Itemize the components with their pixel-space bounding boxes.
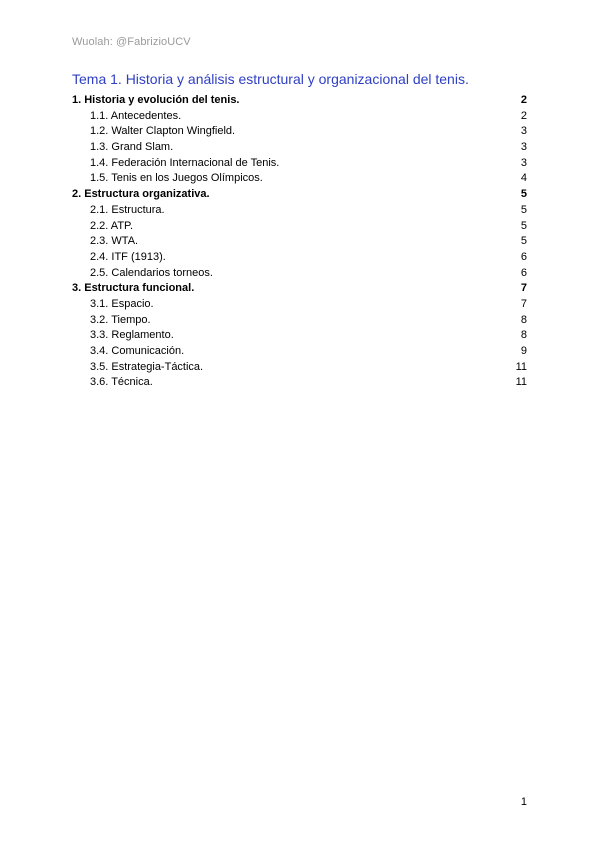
- toc-subsection-entry[interactable]: [72, 156, 527, 172]
- toc-entry-label: 2.2. ATP.: [90, 219, 134, 232]
- toc-subsection-entry[interactable]: [72, 297, 527, 313]
- toc-entry-page: 5: [520, 219, 527, 232]
- toc-entry-label: 3.1. Espacio.: [90, 297, 154, 310]
- toc-subsection-entry[interactable]: [72, 344, 527, 360]
- table-of-contents: [72, 93, 527, 391]
- toc-entry-page: 5: [520, 203, 527, 216]
- toc-entry-label: 3.2. Tiempo.: [90, 313, 151, 326]
- toc-entry-page: 3: [520, 125, 527, 138]
- toc-entry-label: 3.5. Estrategia-Táctica.: [90, 360, 204, 373]
- toc-entry-page: 7: [520, 282, 527, 295]
- toc-entry-label: 1.3. Grand Slam.: [90, 141, 174, 154]
- toc-entry-label: 3.4. Comunicación.: [90, 345, 185, 357]
- toc-entry-page: 2: [520, 109, 527, 122]
- toc-section-entry[interactable]: [72, 281, 527, 297]
- toc-subsection-entry[interactable]: [72, 203, 527, 219]
- toc-entry-label: 2.3. WTA.: [90, 235, 139, 248]
- toc-entry-page: 9: [520, 345, 527, 357]
- toc-entry-page: 8: [520, 313, 527, 326]
- toc-entry-label: 3. Estructura funcional.: [72, 282, 195, 295]
- toc-entry-page: 5: [520, 188, 527, 201]
- toc-entry-label: 1.2. Walter Clapton Wingfield.: [90, 125, 236, 138]
- toc-entry-page: 3: [520, 156, 527, 169]
- toc-subsection-entry[interactable]: [72, 328, 527, 344]
- toc-subsection-entry[interactable]: [72, 234, 527, 250]
- toc-entry-label: 2. Estructura organizativa.: [72, 188, 210, 201]
- toc-entry-page: 8: [520, 329, 527, 342]
- toc-subsection-entry[interactable]: [72, 375, 527, 391]
- toc-entry-page: 4: [520, 172, 527, 185]
- toc-subsection-entry[interactable]: [72, 171, 527, 187]
- toc-entry-label: 2.5. Calendarios torneos.: [90, 266, 213, 279]
- toc-entry-label: 2.4. ITF (1913).: [90, 250, 166, 263]
- toc-subsection-entry[interactable]: [72, 250, 527, 266]
- toc-subsection-entry[interactable]: [72, 266, 527, 282]
- toc-entry-page: 7: [520, 297, 527, 310]
- toc-subsection-entry[interactable]: [72, 140, 527, 156]
- toc-entry-page: 5: [520, 235, 527, 248]
- toc-entry-label: 2.1. Estructura.: [90, 203, 165, 216]
- toc-entry-page: 11: [515, 360, 527, 373]
- toc-subsection-entry[interactable]: [72, 313, 527, 329]
- watermark-header: Wuolah: @FabrizioUCV: [72, 36, 191, 48]
- page-number: 1: [520, 796, 527, 808]
- toc-entry-label: 1.1. Antecedentes.: [90, 109, 182, 122]
- toc-entry-label: 1.4. Federación Internacional de Tenis.: [90, 156, 280, 169]
- toc-entry-page: 2: [520, 94, 527, 106]
- toc-entry-page: 6: [520, 266, 527, 279]
- toc-entry-page: 11: [515, 376, 527, 389]
- toc-subsection-entry[interactable]: [72, 360, 527, 376]
- toc-subsection-entry[interactable]: [72, 219, 527, 235]
- document-title: Tema 1. Historia y análisis estructural y organizacional del tenis.: [72, 71, 469, 87]
- toc-entry-label: 3.6. Técnica.: [90, 376, 153, 389]
- toc-entry-page: 6: [520, 250, 527, 263]
- toc-subsection-entry[interactable]: [72, 124, 527, 140]
- toc-entry-label: 1. Historia y evolución del tenis.: [72, 94, 240, 106]
- toc-entry-page: 3: [520, 141, 527, 154]
- toc-entry-label: 3.3. Reglamento.: [90, 329, 174, 342]
- toc-section-entry[interactable]: [72, 93, 527, 109]
- toc-subsection-entry[interactable]: [72, 109, 527, 125]
- toc-entry-label: 1.5. Tenis en los Juegos Olímpicos.: [90, 172, 263, 185]
- toc-section-entry[interactable]: [72, 187, 527, 203]
